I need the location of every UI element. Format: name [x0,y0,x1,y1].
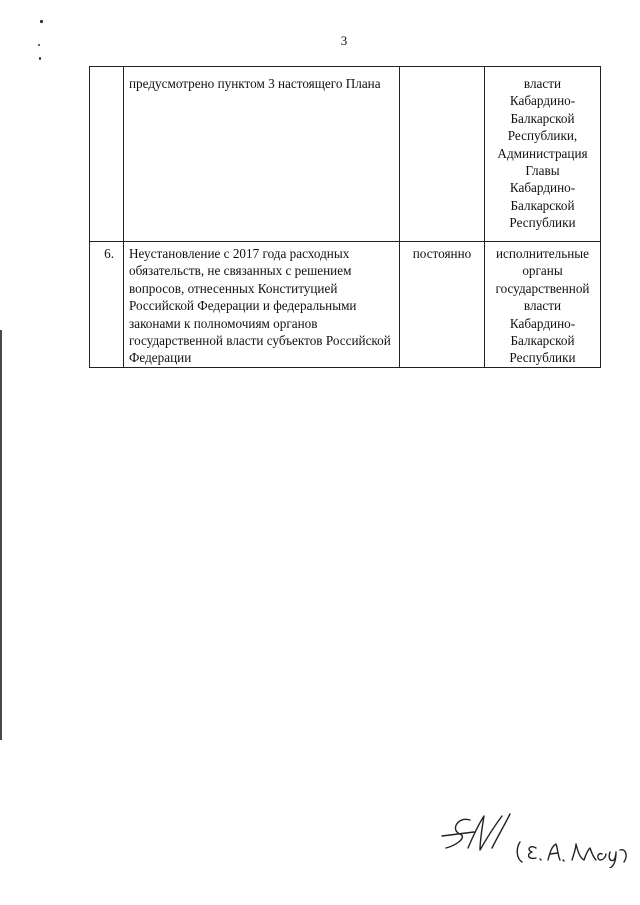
executor-line: Кабардино- [509,315,576,331]
page-number: 3 [340,33,348,48]
margin-mark [39,57,41,60]
executor-line: Балкарской [510,110,575,126]
executor-cell [485,242,601,368]
measure-description-cell: предусмотрено пунктом 3 настоящего Плана [124,67,400,242]
executor-line: Республики [509,215,576,231]
executor-line: Республики, [507,128,578,144]
executor-line: власти [523,76,562,91]
executor-line: Балкарской [510,333,575,349]
deadline-cell [400,67,485,242]
executor-line: Балкарской [510,197,575,213]
executor-line: государственной [495,280,590,296]
measure-description-cell: Неустановление с 2017 года расходных обязательств, не связанных с решением вопросов, отнесенных Конституцией Российской Федерации и федеральными законами к полномочиям органов государственной власти субъектов Российской Федерации [124,242,400,368]
executor-line: Администрация [497,145,588,161]
executor-line: исполнительные [495,246,590,261]
margin-mark [40,20,43,23]
table-row [90,242,601,368]
executor-line: Кабардино- [509,180,576,196]
handwritten-signature [440,808,630,868]
executor-line: власти [523,298,562,314]
executor-line: Республики [509,350,576,366]
margin-rule [0,330,2,740]
item-number-cell: 6. [90,242,124,368]
measures-table [89,66,601,368]
executor-line: Кабардино- [509,93,576,109]
margin-mark [38,44,40,46]
item-number-cell [90,67,124,242]
deadline-cell: постоянно [400,242,485,368]
table-row [90,67,601,242]
executor-cell [485,67,601,242]
executor-line: Главы [525,163,560,179]
executor-line: органы [522,263,563,279]
